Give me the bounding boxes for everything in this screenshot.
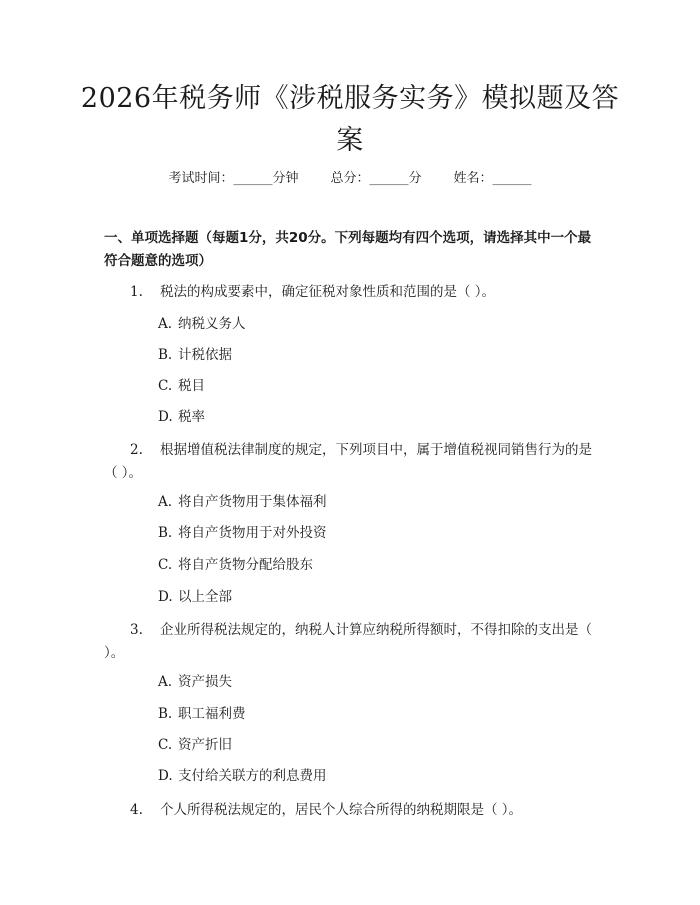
document-title xyxy=(60,78,640,162)
option-letter: B. xyxy=(158,525,173,541)
option-text: 税率 xyxy=(178,409,205,425)
option-letter: C. xyxy=(158,557,173,573)
section-heading: 一、单项选择题（每题1分，共20分。下列每题均有四个选项，请选择其中一个最符合题意的选项） xyxy=(104,230,592,269)
question-3 xyxy=(104,619,604,665)
option-letter: A. xyxy=(158,494,173,510)
option-letter: C. xyxy=(158,737,173,753)
option-text: 以上全部 xyxy=(178,589,232,605)
option-2b xyxy=(158,523,327,543)
student-name: 姓名：______ xyxy=(453,171,532,186)
question-text: 个人所得税法规定的，居民个人综合所得的纳税期限是（ ）。 xyxy=(160,802,523,818)
question-2 xyxy=(104,439,604,485)
option-text: 资产损失 xyxy=(178,674,232,690)
option-2d xyxy=(158,587,232,607)
option-text: 职工福利费 xyxy=(178,706,246,722)
option-text: 纳税义务人 xyxy=(178,316,246,332)
option-letter: C. xyxy=(158,378,173,394)
option-letter: B. xyxy=(158,706,173,722)
question-number: 1. xyxy=(130,284,143,300)
option-text: 资产折旧 xyxy=(178,737,232,753)
option-3a xyxy=(158,672,232,692)
question-text: 根据增值税法律制度的规定，下列项目中，属于增值税视同销售行为的是（ ）。 xyxy=(104,442,592,481)
option-3d xyxy=(158,766,327,786)
option-letter: A. xyxy=(158,316,173,332)
question-4 xyxy=(104,799,604,822)
option-letter: D. xyxy=(158,768,173,784)
total-score: 总分：______分 xyxy=(330,171,422,186)
question-number: 2. xyxy=(130,442,143,458)
question-text: 企业所得税法规定的，纳税人计算应纳税所得额时，不得扣除的支出是（ ）。 xyxy=(104,622,592,661)
option-3b xyxy=(158,704,246,724)
option-2c xyxy=(158,555,313,575)
option-letter: B. xyxy=(158,347,173,363)
title-line-2: 案 xyxy=(336,125,364,156)
option-letter: D. xyxy=(158,409,173,425)
option-1d xyxy=(158,407,205,427)
option-1a xyxy=(158,314,246,334)
option-text: 将自产货物用于对外投资 xyxy=(178,525,327,541)
question-number: 4. xyxy=(130,802,143,818)
option-text: 计税依据 xyxy=(178,347,232,363)
option-text: 支付给关联方的利息费用 xyxy=(178,768,327,784)
option-2a xyxy=(158,492,327,512)
option-letter: A. xyxy=(158,674,173,690)
question-number: 3. xyxy=(130,622,143,638)
option-1b xyxy=(158,345,232,365)
option-text: 将自产货物用于集体福利 xyxy=(178,494,327,510)
option-3c xyxy=(158,735,232,755)
exam-time: 考试时间：______分钟 xyxy=(168,171,299,186)
question-1 xyxy=(104,281,604,304)
exam-info-line xyxy=(0,169,700,189)
question-text: 税法的构成要素中，确定征税对象性质和范围的是（ ）。 xyxy=(160,284,496,300)
option-text: 税目 xyxy=(178,378,205,394)
option-text: 将自产货物分配给股东 xyxy=(178,557,313,573)
option-1c xyxy=(158,376,205,396)
option-letter: D. xyxy=(158,589,173,605)
title-line-1: 2026年税务师《涉税服务实务》模拟题及答 xyxy=(80,83,620,114)
